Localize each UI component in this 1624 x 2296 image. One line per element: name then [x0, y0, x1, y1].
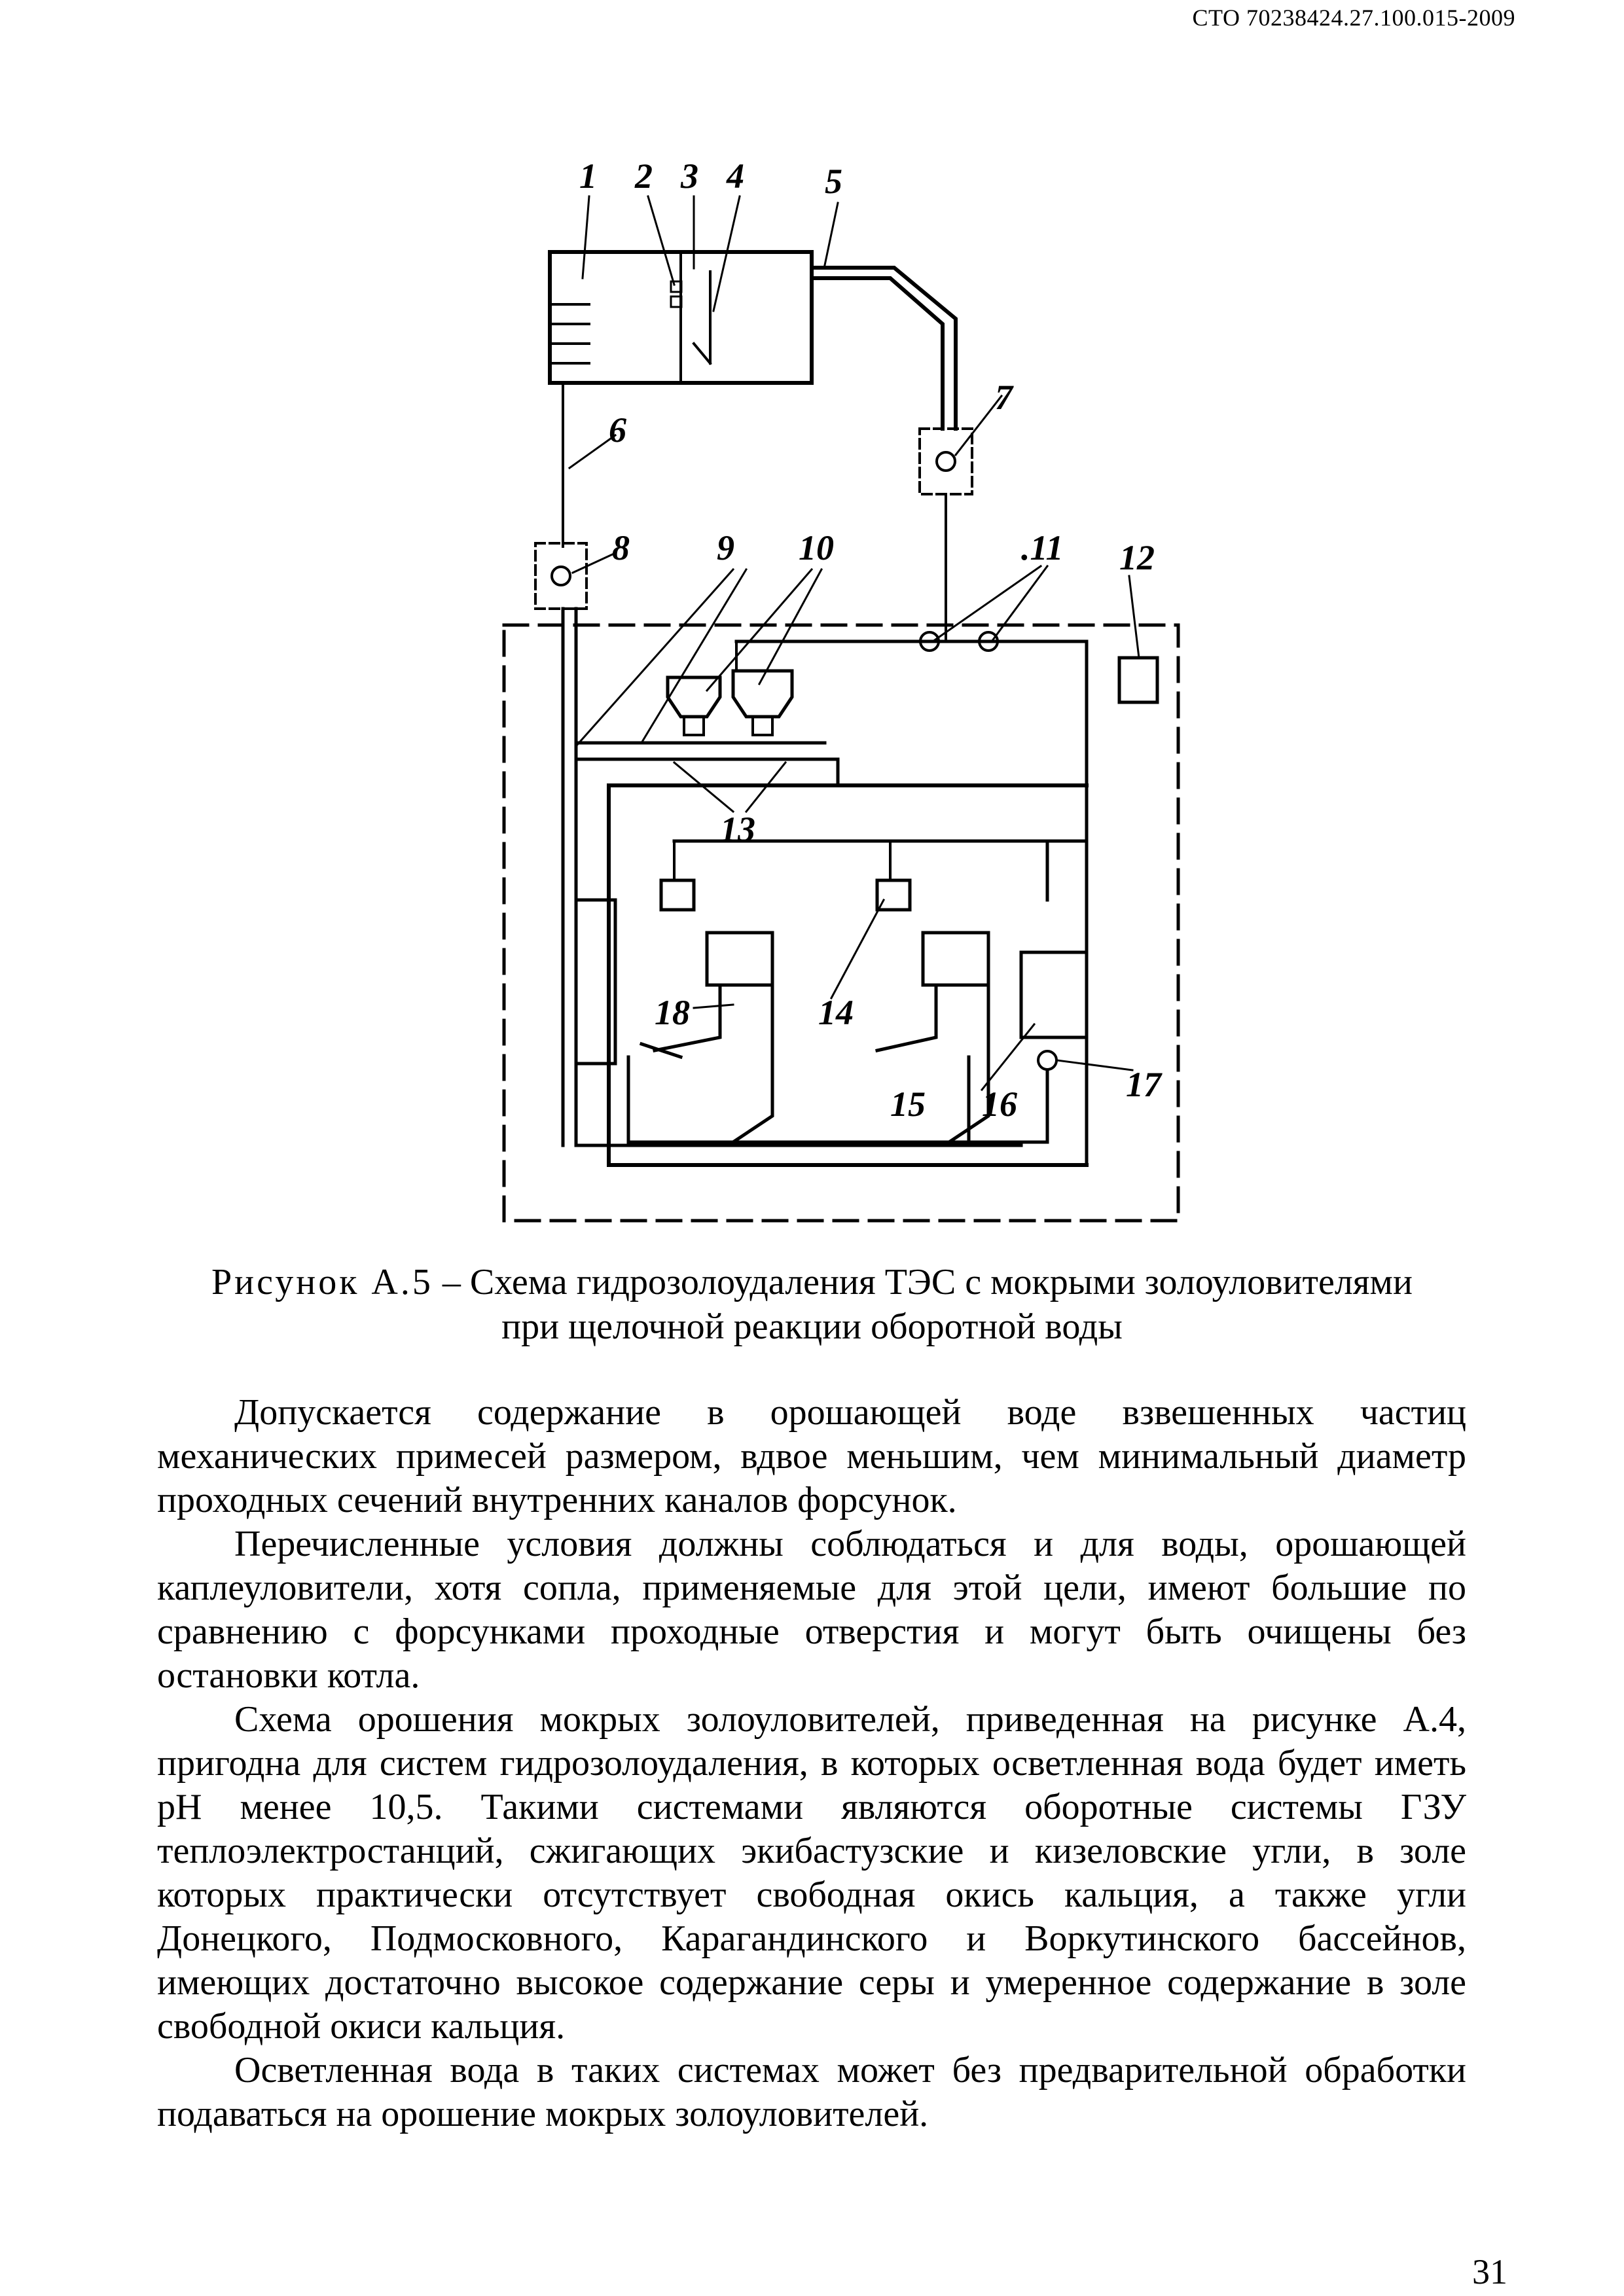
- caption-line-1: [157, 1260, 1467, 1304]
- label-2: 2: [635, 156, 653, 196]
- paragraph: Перечисленные условия должны соблюдаться и для воды, орошающей каплеуловители, хотя сопла, применяемые для этой цели, имеют большие по сравнению с форсунками проходные отверстия и могут быть очищены без остановки котла.: [157, 1524, 1466, 1696]
- label-7: 7: [995, 378, 1013, 417]
- pump-8: [535, 543, 586, 609]
- label-10: 10: [799, 528, 834, 567]
- label-1: 1: [579, 156, 597, 196]
- document-code: СТО 70238424.27.100.015-2009: [1192, 5, 1515, 31]
- label-9: 9: [717, 528, 734, 567]
- label-17: 17: [1126, 1065, 1161, 1104]
- label-13: 13: [720, 810, 755, 849]
- label-11: .11: [1021, 528, 1064, 567]
- scheme-drawing: [458, 147, 1244, 1273]
- label-18: 18: [655, 993, 690, 1032]
- label-3: 3: [681, 156, 698, 196]
- label-4: 4: [727, 156, 744, 196]
- tank-16: [1021, 952, 1087, 1037]
- label-5: 5: [825, 162, 842, 201]
- label-16: 16: [982, 1085, 1017, 1124]
- caption-line-2: при щелочной реакции оборотной воды: [501, 1306, 1123, 1347]
- page-number: 31: [1472, 2252, 1507, 2291]
- paragraph: Схема орошения мокрых золоуловителей, приведенная на рисунке А.4, пригодна для систем гидрозолоудаления, в которых осветленная вода будет иметь pH менее 10,5. Такими системами являются оборотные системы ГЗУ теплоэлектростанций, сжигающих экибастузские и кизеловские угли, в золе которых практически отсутствует свободная окись кальция, а также угли Донецкого, Подмосковного, Карагандинского и Воркутинского бассейнов, имеющих достаточно высокое содержание серы и умеренное содержание в золе свободной окиси кальция.: [157, 1699, 1466, 2047]
- pump-7: [920, 429, 972, 494]
- caption-prefix: Рисунок А.5: [211, 1262, 433, 1302]
- paragraph: Допускается содержание в орошающей воде взвешенных частиц механических примесей размером, вдвое меньшим, чем минимальный диаметр проходных сечений внутренних каналов форсунок.: [157, 1392, 1466, 1520]
- figure-caption: [157, 1260, 1467, 1349]
- unit-12: [1119, 658, 1157, 702]
- label-12: 12: [1119, 538, 1155, 577]
- label-6: 6: [609, 410, 626, 450]
- paragraph: Осветленная вода в таких системах может без предварительной обработки подаваться на орошение мокрых золоуловителей.: [157, 2050, 1466, 2134]
- body-text: [157, 1391, 1466, 2136]
- label-15: 15: [890, 1085, 926, 1124]
- label-14: 14: [818, 993, 854, 1032]
- caption-text: – Схема гидрозолоудаления ТЭС с мокрыми золоуловителями: [433, 1262, 1413, 1302]
- ash-removal-scheme-figure: [458, 147, 1244, 1273]
- label-8: 8: [612, 528, 630, 567]
